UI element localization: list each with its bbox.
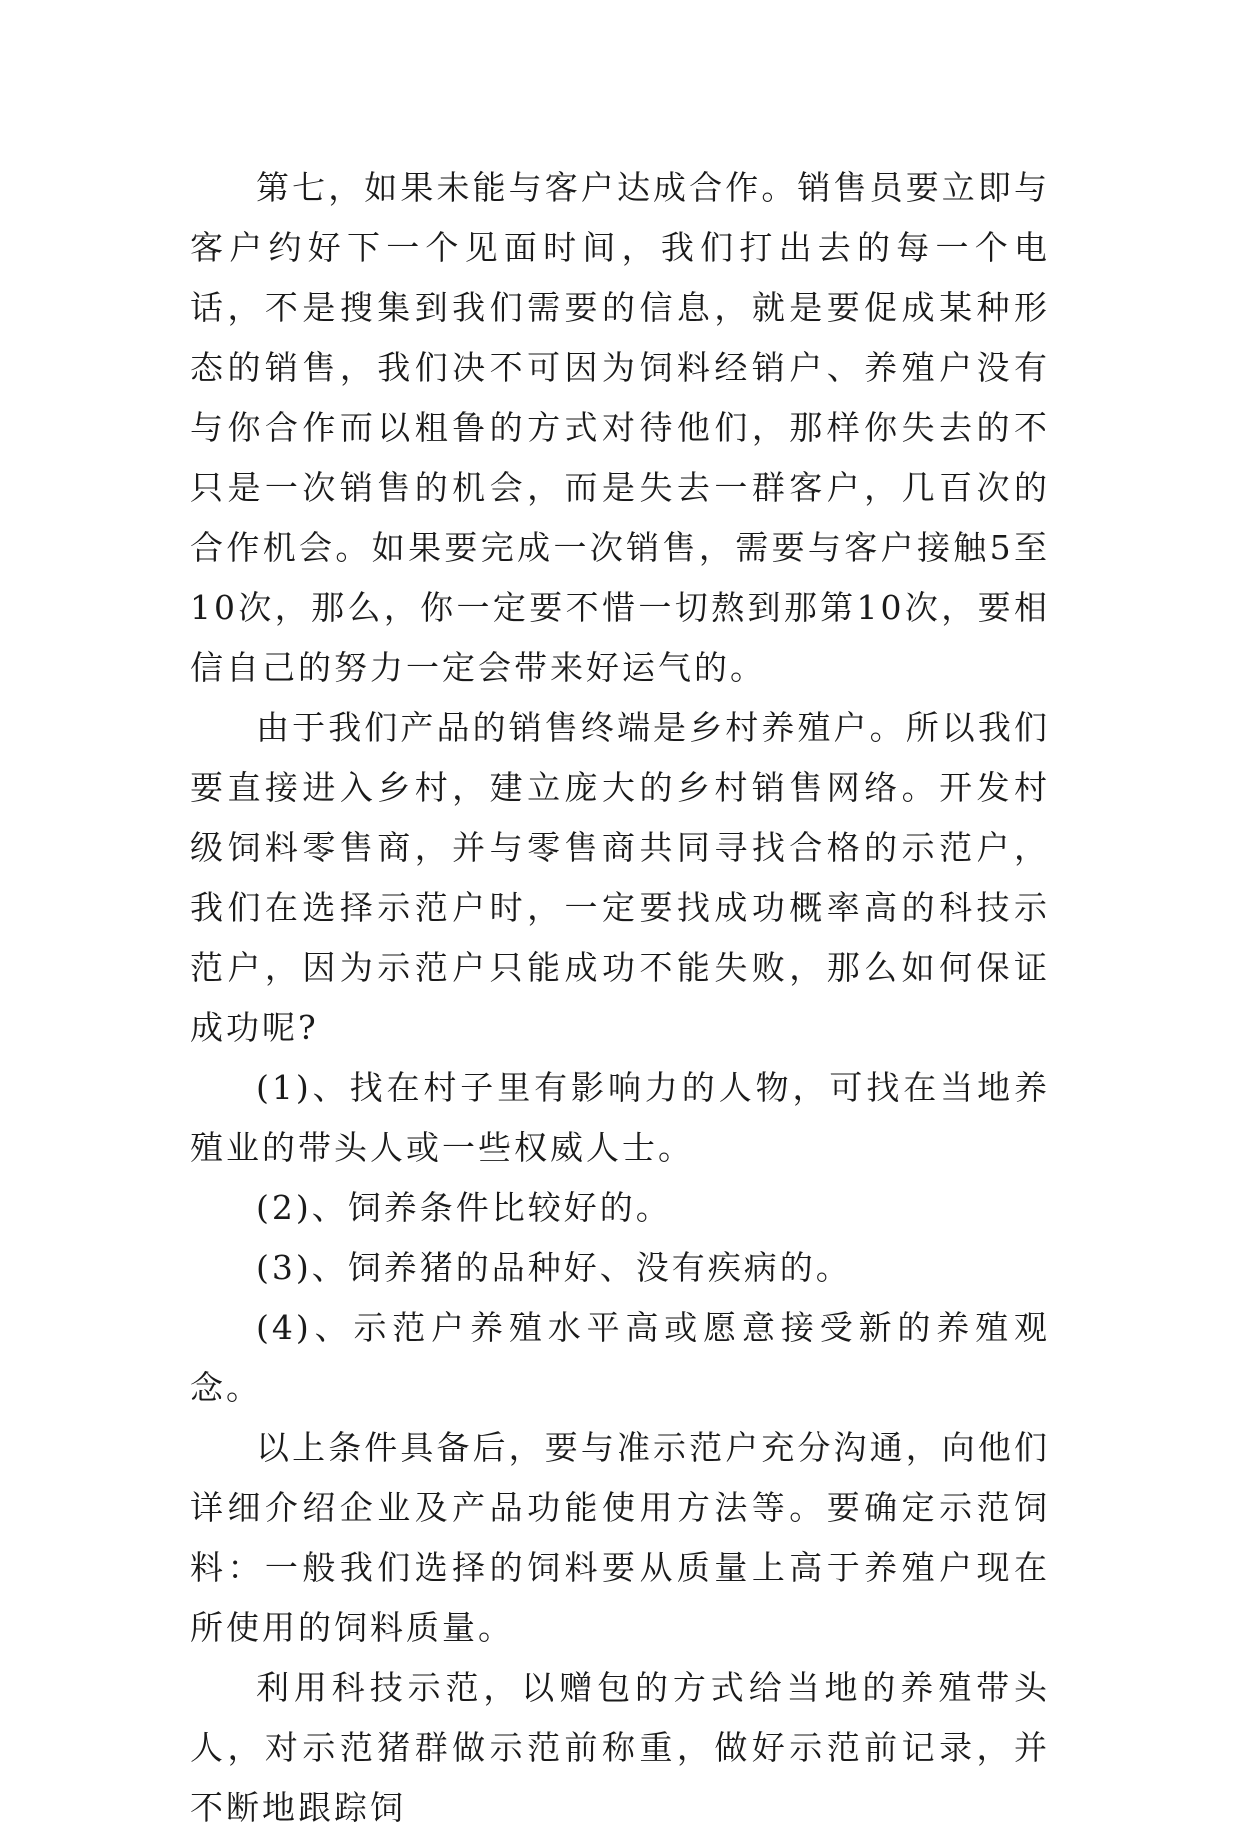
paragraph-sales-terminal: 由于我们产品的销售终端是乡村养殖户。所以我们要直接进入乡村，建立庞大的乡村销售网络。开发村级饲料零售商，并与零售商共同寻找合格的示范户，我们在选择示范户时，一定要找成功概率高的科技示范户，因为示范户只能成功不能失败，那么如何保证成功呢?	[190, 708, 1050, 1047]
paragraph-seventh-point: 第七，如果未能与客户达成合作。销售员要立即与客户约好下一个见面时间，我们打出去的每一个电话，不是搜集到我们需要的信息，就是要促成某种形态的销售，我们决不可因为饲料经销户、养殖户没有与你合作而以粗鲁的方式对待他们，那样你失去的不只是一次销售的机会，而是失去一群客户，几百次的合作机会。如果要完成一次销售，需要与客户接触5至10次，那么，你一定要不惜一切熬到那第10次，要相信自己的努力一定会带来好运气的。	[190, 168, 1050, 687]
list-item-1: (1)、找在村子里有影响力的人物，可找在当地养殖业的带头人或一些权威人士。	[190, 1068, 1050, 1167]
paragraph-conditions-met: 以上条件具备后，要与准示范户充分沟通，向他们详细介绍企业及产品功能使用方法等。要确定示范饲料：一般我们选择的饲料要从质量上高于养殖户现在所使用的饲料质量。	[190, 1428, 1050, 1647]
list-item-4: (4)、示范户养殖水平高或愿意接受新的养殖观念。	[190, 1308, 1050, 1407]
list-item-2: (2)、饲养条件比较好的。	[256, 1188, 672, 1227]
document-body	[190, 158, 1050, 1838]
paragraph-tech-demo: 利用科技示范，以赠包的方式给当地的养殖带头人，对示范猪群做示范前称重，做好示范前记录，并不断地跟踪饲	[190, 1668, 1050, 1827]
list-item-3: (3)、饲养猪的品种好、没有疾病的。	[256, 1248, 852, 1287]
